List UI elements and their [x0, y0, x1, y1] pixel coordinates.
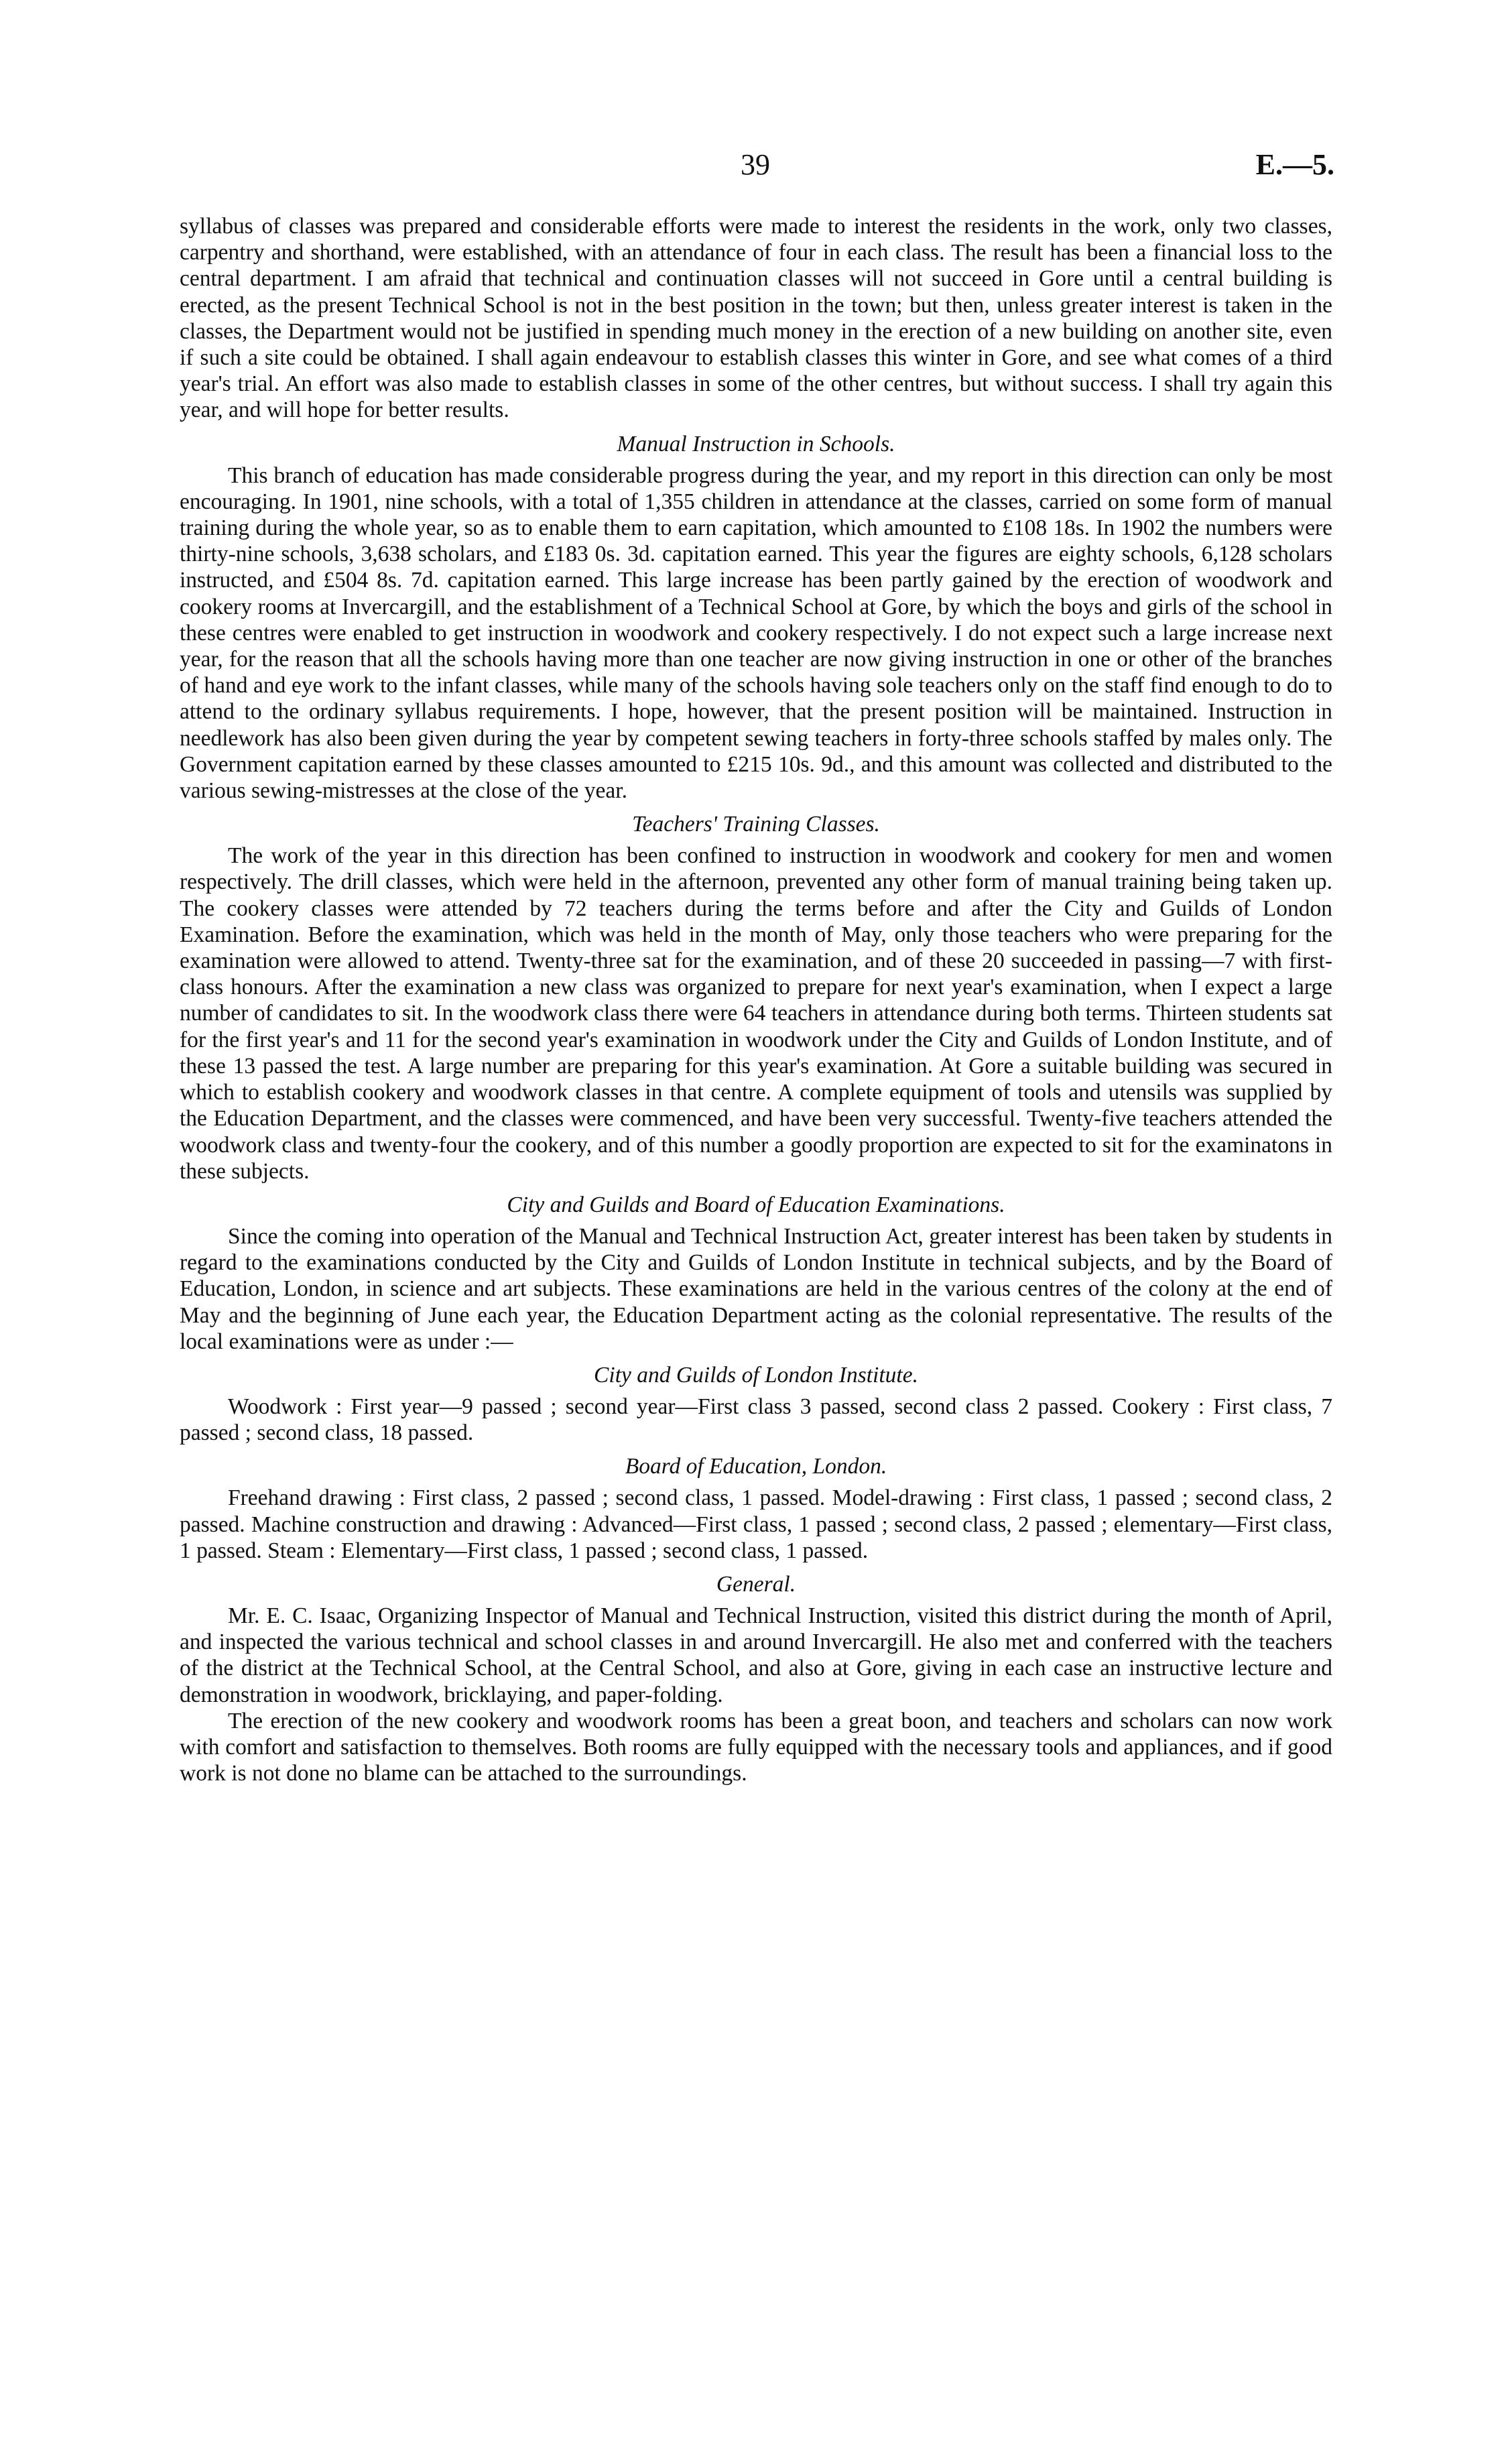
- paragraph: This branch of education has made considerable progress during the year, and my report in this direction can only be most encouraging. In 1901, nine schools, with a total of 1,355 children in attendance at the classes, carried on some form of manual training during the whole year, so as to enable them to earn capitation, which amounted to £108 18s. In 1902 the numbers were thirty-nine schools, 3,638 scholars, and £183 0s. 3d. capitation earned. This year the figures are eighty schools, 6,128 scholars instructed, and £504 8s. 7d. capitation earned. This large increase has been partly gained by the erection of woodwork and cookery rooms at Invercargill, and the establishment of a Technical School at Gore, by which the boys and girls of the school in these centres were enabled to get instruction in woodwork and cookery respectively. I do not expect such a large increase next year, for the reason that all the schools having more than one teacher are now giving instruction in one or other of the branches of hand and eye work to the infant classes, while many of the schools having sole teachers only on the staff find enough to do to attend to the ordinary syllabus requirements. I hope, however, that the present position will be maintained. Instruction in needlework has also been given during the year by competent sewing teachers in forty-three schools staffed by males only. The Government capitation earned by these classes amounted to £215 10s. 9d., and this amount was collected and distributed to the various sewing-mistresses at the close of the year.: [180, 463, 1332, 804]
- section-teachers-training: [180, 810, 1332, 1184]
- section-heading: Teachers' Training Classes.: [632, 812, 880, 837]
- section-heading: City and Guilds and Board of Education Examinations.: [507, 1192, 1005, 1217]
- paragraph: Freehand drawing : First class, 2 passed ; second class, 1 passed. Model-drawing : First class, 1 passed ; second class, 2 passed. Machine construction and drawing : Advanced—First class, 1 passed ; second class, 2 passed ; elementary—First class, 1 passed. Steam : Elementary—First class, 1 passed ; second class, 1 passed.: [180, 1485, 1332, 1563]
- paragraph: syllabus of classes was prepared and considerable efforts were made to interest the residents in the work, only two classes, carpentry and shorthand, were established, with an attendance of four in each class. The result has been a financial loss to the central department. I am afraid that technical and continuation classes will not succeed in Gore until a central building is erected, as the present Technical School is not in the best position in the town; but then, unless greater interest is taken in the classes, the Department would not be justified in spending much money in the erection of a new building on another site, even if such a site could be obtained. I shall again endeavour to establish classes this winter in Gore, and see what comes of a third year's trial. An effort was also made to establish classes in some of the other centres, but without success. I shall try again this year, and will hope for better results.: [180, 214, 1332, 423]
- section-continuation: [180, 213, 1332, 424]
- paragraph: Since the coming into operation of the Manual and Technical Instruction Act, greater interest has been taken by students in regard to the examinations conducted by the City and Guilds of London Institute in technical subjects, and by the Board of Education, London, in science and art subjects. These examinations are held in the various centres of the colony at the end of May and the beginning of June each year, the Education Department acting as the colonial representative. The results of the local examinations were as under :—: [180, 1223, 1332, 1354]
- paragraph: Mr. E. C. Isaac, Organizing Inspector of Manual and Technical Instruction, visited this district during the month of April, and inspected the various technical and school classes in and around Invercargill. He also met and conferred with the teachers of the district at the Technical School, at the Central School, and also at Gore, giving in each case an instructive lecture and demonstration in woodwork, bricklaying, and paper-folding.: [180, 1603, 1332, 1707]
- paragraph: The erection of the new cookery and woodwork rooms has been a great boon, and teachers and scholars can now work with comfort and satisfaction to themselves. Both rooms are fully equipped with the necessary tools and appliances, and if good work is not done no blame can be attached to the surroundings.: [180, 1708, 1332, 1786]
- section-examinations: [180, 1191, 1332, 1355]
- section-heading: City and Guilds of London Institute.: [594, 1362, 918, 1388]
- section-heading: Manual Instruction in Schools.: [617, 431, 895, 456]
- page-body: [180, 213, 1332, 1786]
- section-city-guilds-results: [180, 1361, 1332, 1446]
- page-header: [0, 146, 1512, 186]
- section-manual-instruction: [180, 430, 1332, 804]
- page-number: 39: [741, 148, 770, 181]
- paragraph: Woodwork : First year—9 passed ; second year—First class 3 passed, second class 2 passed. Cookery : First class, 7 passed ; second class, 18 passed.: [180, 1394, 1332, 1446]
- section-heading: General.: [716, 1571, 796, 1597]
- section-board-education-results: [180, 1453, 1332, 1564]
- section-general: [180, 1571, 1332, 1786]
- series-reference: E.—5.: [1255, 148, 1334, 181]
- section-heading: Board of Education, London.: [625, 1454, 887, 1479]
- paragraph: The work of the year in this direction has been confined to instruction in woodwork and cookery for men and women respectively. The drill classes, which were held in the afternoon, prevented any other form of manual training being taken up. The cookery classes were attended by 72 teachers during the terms before and after the City and Guilds of London Examination. Before the examination, which was held in the month of May, only those teachers who were preparing for the examination were allowed to attend. Twenty-three sat for the examination, and of these 20 succeeded in passing—7 with first-class honours. After the examination a new class was organized to prepare for next year's examination, when I expect a large number of candidates to sit. In the woodwork class there were 64 teachers in attendance during both terms. Thirteen students sat for the first year's and 11 for the second year's examination in woodwork under the City and Guilds of London Institute, and of these 13 passed the test. A large number are preparing for this year's examination. At Gore a suitable building was secured in which to establish cookery and woodwork classes in that centre. A complete equipment of tools and utensils was supplied by the Education Department, and the classes were commenced, and have been very successful. Twenty-five teachers attended the woodwork class and twenty-four the cookery, and of this number a goodly proportion are expected to sit for the examinatons in these subjects.: [180, 843, 1332, 1184]
